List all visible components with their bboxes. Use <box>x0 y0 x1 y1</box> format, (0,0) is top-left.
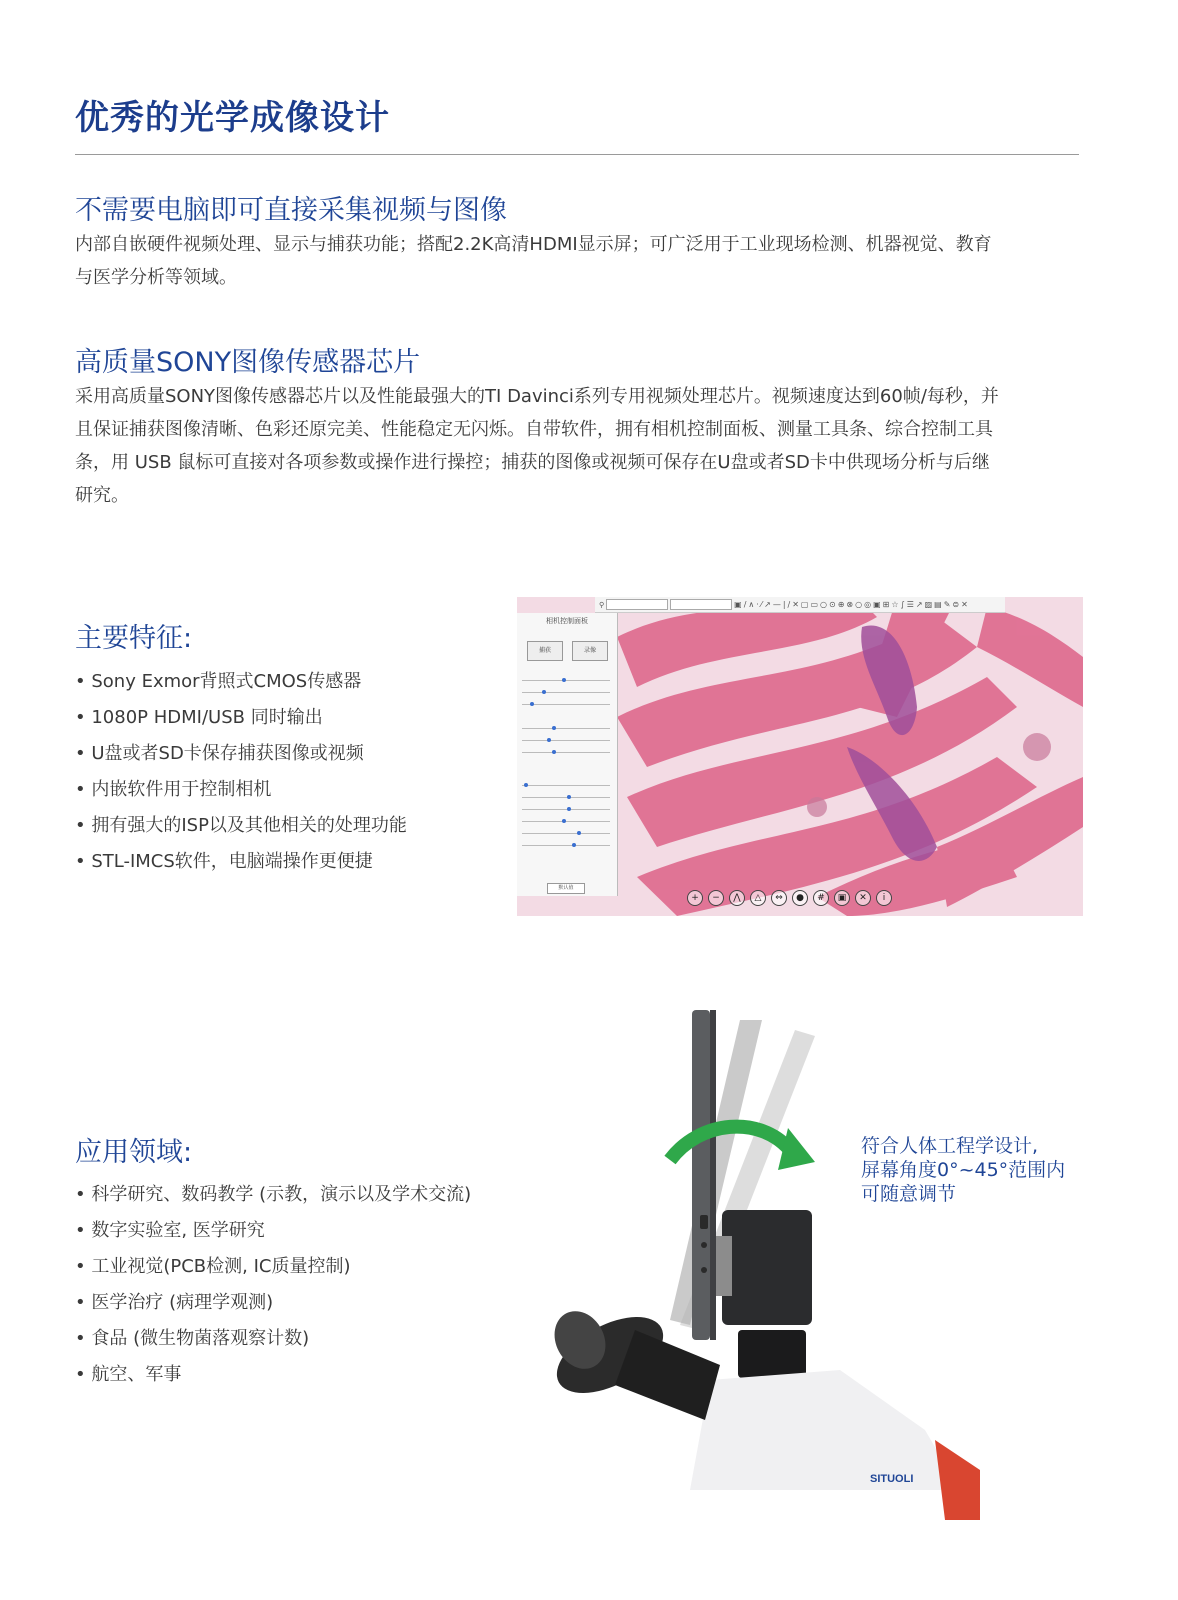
setting-slider[interactable] <box>522 814 610 824</box>
compare-icon[interactable]: ▣ <box>834 890 850 906</box>
application-item: • 科学研究、数码教学 (示教，演示以及学术交流) <box>75 1177 471 1213</box>
zoom-in-icon[interactable]: + <box>687 890 703 906</box>
setting-slider[interactable] <box>522 721 610 731</box>
ergonomic-line: 符合人体工程学设计, <box>861 1135 1039 1157</box>
section2-line: 采用高质量SONY图像传感器芯片以及性能最强大的TI Davinci系列专用视频处理芯片。视频速度达到60帧/每秒，并 <box>75 386 999 407</box>
flip-icon[interactable]: ⋀ <box>729 890 745 906</box>
zoom-out-icon[interactable]: − <box>708 890 724 906</box>
section1-body <box>75 228 1079 294</box>
fit-icon[interactable]: ⇔ <box>771 890 787 906</box>
menu-icon[interactable]: ⚲ <box>599 600 605 609</box>
grid-icon[interactable]: # <box>813 890 829 906</box>
record-button[interactable]: 录像 <box>572 641 608 661</box>
applications-list <box>75 1177 471 1393</box>
section1-line: 与医学分析等领域。 <box>75 267 237 288</box>
setting-slider[interactable] <box>522 778 610 788</box>
software-screenshot <box>517 597 1083 916</box>
camera-control-panel <box>517 613 618 896</box>
section2-line: 条，用 USB 鼠标可直接对各项参数或操作进行操控；捕获的图像或视频可保存在U盘或者SD卡中供现场分析与后继 <box>75 452 990 473</box>
applications-heading: 应用领域: <box>75 1137 193 1168</box>
brand-logo: SITUOLI <box>870 1473 914 1485</box>
title-divider <box>75 154 1079 155</box>
features-list <box>75 664 407 880</box>
info-icon[interactable]: i <box>876 890 892 906</box>
setting-slider[interactable] <box>522 685 610 695</box>
bottom-control-bar <box>687 888 907 908</box>
measurement-toolbar <box>595 597 1005 613</box>
section1-line: 内部自嵌硬件视频处理、显示与捕获功能；搭配2.2K高清HDMI显示屏；可广泛用于工业现场检测、机器视觉、教育 <box>75 234 992 255</box>
feature-item: • 内嵌软件用于控制相机 <box>75 772 407 808</box>
display-screen <box>692 1010 716 1340</box>
setting-slider[interactable] <box>522 838 610 848</box>
page-title: 优秀的光学成像设计 <box>75 98 390 138</box>
panel-title: 相机控制面板 <box>546 617 588 625</box>
ergonomic-callout <box>861 1134 1081 1206</box>
setting-slider[interactable] <box>522 733 610 743</box>
arrow-head-icon <box>778 1128 815 1170</box>
camera-body <box>716 1210 812 1378</box>
ergonomic-line: 屏幕角度0°~45°范围内 <box>861 1159 1066 1181</box>
section2-line: 且保证捕获图像清晰、色彩还原完美、性能稳定无闪烁。自带软件，拥有相机控制面板、测量工具条、综合控制工具 <box>75 419 993 440</box>
setting-slider[interactable] <box>522 826 610 836</box>
resolution-select[interactable] <box>606 599 668 610</box>
zoom-select[interactable] <box>670 599 732 610</box>
toolbar-tool-icons[interactable]: ▣/∧·⁄↗—|∕✕▢▭○⊙⊕⊗○◎▣⊞☆∫☰↗▨▤✎⊜✕ <box>734 600 970 609</box>
ergonomic-line: 可随意调节 <box>861 1183 957 1205</box>
feature-item: • Sony Exmor背照式CMOS传感器 <box>75 664 407 700</box>
feature-item: • STL-IMCS软件，电脑端操作更便捷 <box>75 844 407 880</box>
feature-item: • 拥有强大的ISP以及其他相关的处理功能 <box>75 808 407 844</box>
section2-heading: 高质量SONY图像传感器芯片 <box>75 347 421 378</box>
application-item: • 工业视觉(PCB检测, IC质量控制) <box>75 1249 471 1285</box>
settings-icon[interactable]: ✕ <box>855 890 871 906</box>
setting-slider[interactable] <box>522 697 610 707</box>
application-item: • 数字实验室, 医学研究 <box>75 1213 471 1249</box>
features-heading: 主要特征: <box>75 623 193 654</box>
default-button[interactable]: 默认值 <box>547 883 585 894</box>
mirror-icon[interactable]: △ <box>750 890 766 906</box>
capture-button[interactable]: 捕获 <box>527 641 563 661</box>
record-icon[interactable]: ● <box>792 890 808 906</box>
setting-slider[interactable] <box>522 745 610 755</box>
application-item: • 医学治疗 (病理学观测) <box>75 1285 471 1321</box>
camera-product-illustration <box>540 1000 980 1520</box>
section2-body <box>75 380 1079 512</box>
application-item: • 航空、军事 <box>75 1357 471 1393</box>
section1-heading: 不需要电脑即可直接采集视频与图像 <box>75 195 507 226</box>
feature-item: • 1080P HDMI/USB 同时输出 <box>75 700 407 736</box>
setting-slider[interactable] <box>522 790 610 800</box>
application-item: • 食品 (微生物菌落观察计数) <box>75 1321 471 1357</box>
section2-line: 研究。 <box>75 485 129 506</box>
feature-item: • U盘或者SD卡保存捕获图像或视频 <box>75 736 407 772</box>
setting-slider[interactable] <box>522 673 610 683</box>
setting-slider[interactable] <box>522 802 610 812</box>
